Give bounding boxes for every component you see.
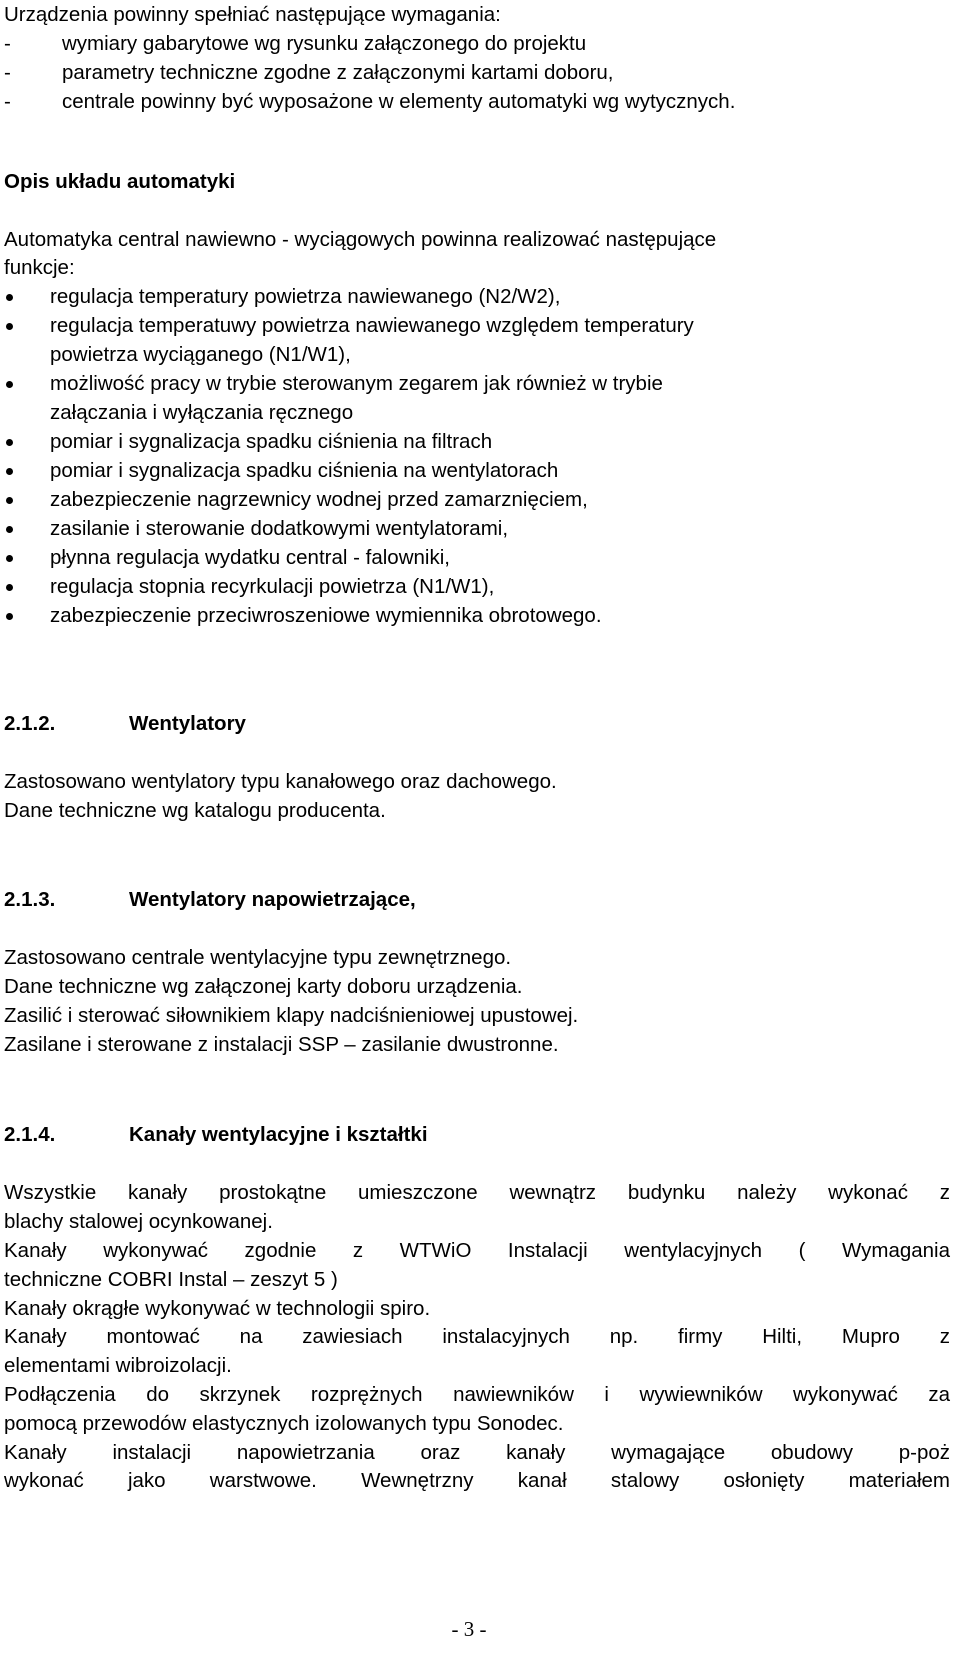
paragraph-line: Automatyka central nawiewno - wyciągowych powinna realizować następujące: [4, 228, 717, 251]
paragraph-line: techniczne COBRI Instal – zeszyt 5 ): [4, 1268, 338, 1291]
page-number: - 3 -: [451, 1617, 487, 1641]
paragraph-line: Podłączenia do skrzynek rozprężnych nawiewników i wywiewników wykonywać za: [4, 1383, 950, 1406]
bullet-item: regulacja stopnia recyrkulacji powietrza (N1/W1),: [50, 575, 495, 598]
bullet-item: regulacja temperatury powietrza nawiewanego (N2/W2),: [50, 285, 561, 308]
intro-item: - parametry techniczne zgodne z załączonymi kartami doboru,: [4, 61, 614, 84]
intro-heading: Urządzenia powinny spełniać następujące wymagania:: [4, 3, 501, 26]
section-heading-automation: Opis układu automatyki: [4, 170, 236, 193]
paragraph-line: Kanały instalacji napowietrzania oraz kanały wymagające obudowy p-poż: [4, 1441, 950, 1464]
section-title: Kanały wentylacyjne i kształtki: [129, 1123, 428, 1146]
section-title: Wentylatory napowietrzające,: [129, 888, 416, 911]
paragraph-line: Kanały montować na zawiesiach instalacyjnych np. firmy Hilti, Mupro z: [4, 1325, 950, 1348]
bullet-icon: [6, 613, 13, 620]
bullet-icon: [6, 526, 13, 533]
paragraph-line: blachy stalowej ocynkowanej.: [4, 1210, 273, 1233]
bullet-icon: [6, 439, 13, 446]
bullet-item-continuation: powietrza wyciąganego (N1/W1),: [50, 343, 351, 366]
paragraph-line: Dane techniczne wg załączonej karty doboru urządzenia.: [4, 975, 523, 998]
paragraph-line: Zastosowano centrale wentylacyjne typu zewnętrznego.: [4, 946, 512, 969]
bullet-item: możliwość pracy w trybie sterowanym zegarem jak również w trybie: [50, 372, 663, 395]
bullet-icon: [6, 468, 13, 475]
bullet-item: zasilanie i sterowanie dodatkowymi wentylatorami,: [50, 517, 509, 540]
paragraph-line: funkcje:: [4, 256, 75, 279]
paragraph-line: Zasilane i sterowane z instalacji SSP – zasilanie dwustronne.: [4, 1033, 559, 1056]
bullet-icon: [6, 497, 13, 504]
section-number: 2.1.2.: [4, 712, 56, 735]
paragraph-line: Dane techniczne wg katalogu producenta.: [4, 799, 386, 822]
bullet-icon: [6, 323, 13, 330]
bullet-icon: [6, 584, 13, 591]
paragraph-line: Wszystkie kanały prostokątne umieszczone wewnątrz budynku należy wykonać z: [4, 1181, 950, 1204]
bullet-item: regulacja temperatuwy powietrza nawiewanego względem temperatury: [50, 314, 694, 337]
paragraph-line: Kanały okrągłe wykonywać w technologii spiro.: [4, 1297, 431, 1320]
bullet-item: zabezpieczenie przeciwroszeniowe wymiennika obrotowego.: [50, 604, 602, 627]
paragraph-line: Kanały wykonywać zgodnie z WTWiO Instalacji wentylacyjnych ( Wymagania: [4, 1239, 950, 1262]
bullet-icon: [6, 555, 13, 562]
bullet-icon: [6, 381, 13, 388]
bullet-item: pomiar i sygnalizacja spadku ciśnienia na wentylatorach: [50, 459, 559, 482]
section-title: Wentylatory: [129, 712, 246, 735]
bullet-item: płynna regulacja wydatku central - falowniki,: [50, 546, 450, 569]
section-number: 2.1.4.: [4, 1123, 56, 1146]
intro-item: - wymiary gabarytowe wg rysunku załączonego do projektu: [4, 32, 587, 55]
paragraph-line: wykonać jako warstwowe. Wewnętrzny kanał stalowy osłonięty materiałem: [4, 1469, 950, 1492]
bullet-item: pomiar i sygnalizacja spadku ciśnienia na filtrach: [50, 430, 493, 453]
paragraph-line: elementami wibroizolacji.: [4, 1354, 232, 1377]
intro-item: - centrale powinny być wyposażone w elementy automatyki wg wytycznych.: [4, 90, 736, 113]
paragraph-line: Zastosowano wentylatory typu kanałowego oraz dachowego.: [4, 770, 557, 793]
paragraph-line: Zasilić i sterować siłownikiem klapy nadciśnieniowej upustowej.: [4, 1004, 579, 1027]
bullet-item-continuation: załączania i wyłączania ręcznego: [50, 401, 354, 424]
bullet-icon: [6, 294, 13, 301]
paragraph-line: pomocą przewodów elastycznych izolowanych typu Sonodec.: [4, 1412, 564, 1435]
section-number: 2.1.3.: [4, 888, 56, 911]
bullet-item: zabezpieczenie nagrzewnicy wodnej przed zamarznięciem,: [50, 488, 588, 511]
